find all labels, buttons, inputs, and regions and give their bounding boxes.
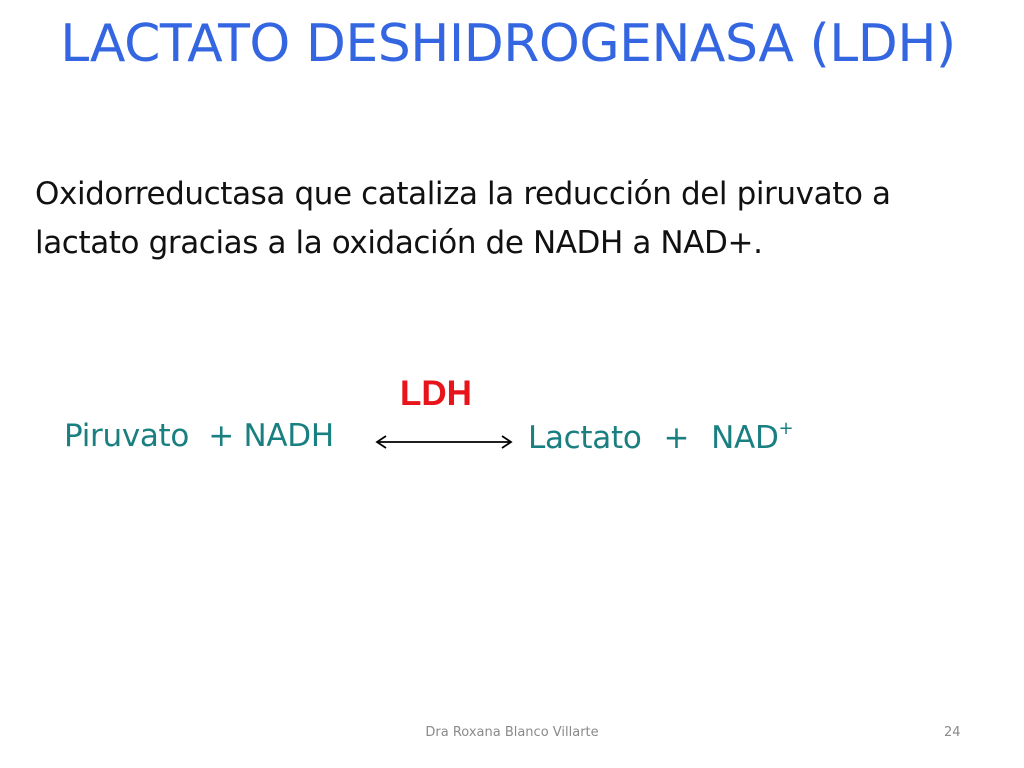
slide-body-text xyxy=(35,170,975,268)
substrate-plus: + xyxy=(208,418,234,454)
slide-title: LACTATO DESHIDROGENASA (LDH) xyxy=(60,14,956,74)
footer-author: Dra Roxana Blanco Villarte xyxy=(425,725,599,740)
substrate-name: Piruvato xyxy=(64,418,190,454)
cofactor-name: NADH xyxy=(243,418,334,454)
product-cofactor-charge: + xyxy=(778,418,794,439)
reaction-products xyxy=(528,418,793,456)
reaction-substrates xyxy=(64,418,334,454)
product-name: Lactato xyxy=(528,420,642,456)
product-cofactor: NAD xyxy=(711,420,779,456)
product-plus: + xyxy=(663,420,690,456)
body-line-2: lactato gracias a la oxidación de NADH a NAD+. xyxy=(35,225,763,261)
page-number: 24 xyxy=(944,725,961,740)
double-headed-arrow-icon xyxy=(374,432,514,452)
body-line-1: Oxidorreductasa que cataliza la reducción del piruvato a xyxy=(35,176,891,212)
enzyme-label: LDH xyxy=(400,374,472,413)
